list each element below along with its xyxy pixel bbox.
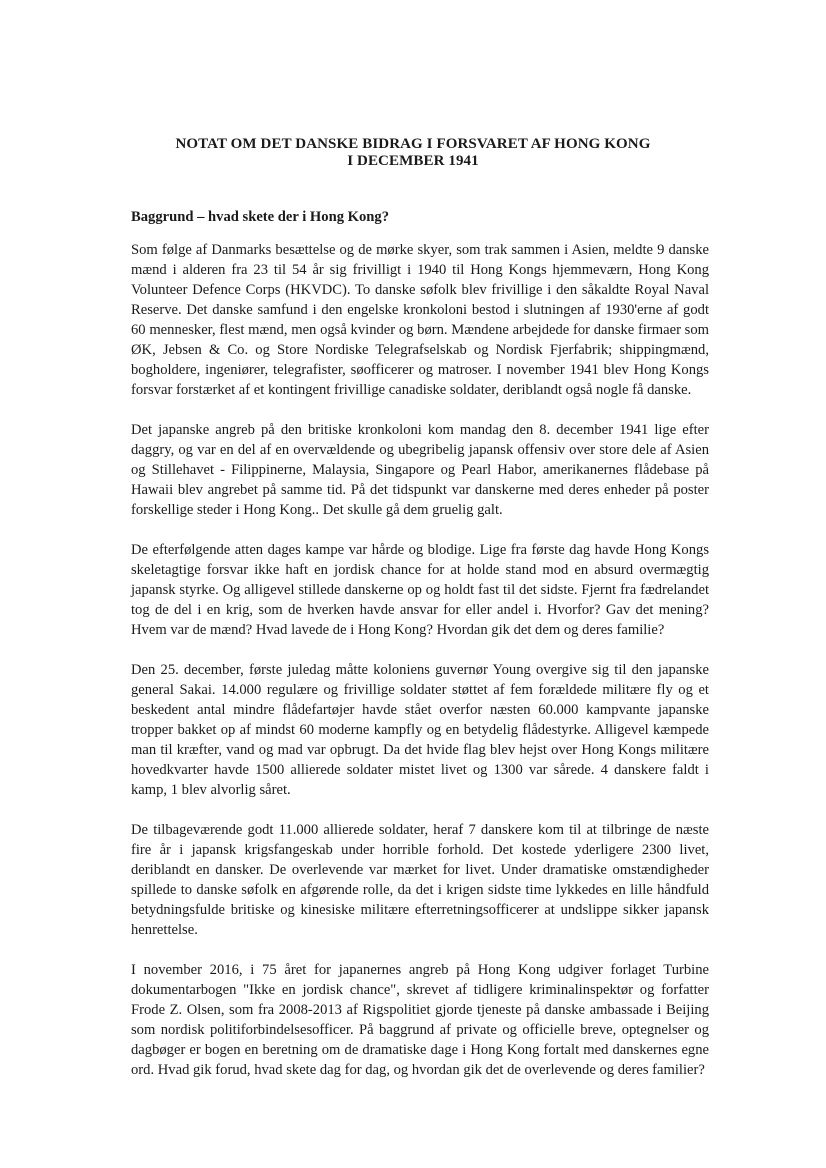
body-text — [131, 240, 709, 1100]
paragraph-6: I november 2016, i 75 året for japanernes angreb på Hong Kong udgiver forlaget Turbine dokumentarbogen "Ikke en jordisk chance", skrevet af tidligere kriminalinspektør og forfatter Frode Z. Olsen, som fra 2008-2013 af Rigspolitiet gjorde tjeneste på danske ambassade i Beijing som nordisk politiforbindelsesofficer. På baggrund af private og officielle breve, optegnelser og dagbøger er bogen en beretning om de dramatiske dage i Hong Kong fortalt med danskernes egne ord. Hvad gik forud, hvad skete dag for dag, og hvordan gik det de overlevende og deres familier? — [131, 962, 709, 1078]
paragraph-4: Den 25. december, første juledag måtte koloniens guvernør Young overgive sig til den japanske general Sakai. 14.000 regulære og frivillige soldater støttet af fem forældede militære fly og et beskedent antal mindre flådefartøjer havde stået overfor næsten 60.000 kampvante japanske tropper bakket op af mindst 60 moderne kampfly og en betydelig flådestyrke. Alligevel kæmpede man til kræfter, vand og mad var opbrugt. Da det hvide flag blev hejst over Hong Kongs militære hovedkvarter havde 1500 allierede soldater mistet livet og 1300 var sårede. 4 danskere faldt i kamp, 1 blev alvorlig såret. — [131, 662, 709, 798]
document-title — [110, 136, 716, 170]
section-heading: Baggrund – hvad skete der i Hong Kong? — [131, 209, 390, 225]
paragraph-2: Det japanske angreb på den britiske kronkoloni kom mandag den 8. december 1941 lige efter daggry, og var en del af en overvældende og ubegribelig japansk offensiv over store dele af Asien og Stillehavet - Filippinerne, Malaysia, Singapore og Pearl Habor, amerikanernes flådebase på Hawaii blev angrebet på samme tid. På det tidspunkt var danskerne med deres enheder på poster forskellige steder i Hong Kong.. Det skulle gå dem gruelig galt. — [131, 422, 709, 518]
title-line-2: I DECEMBER 1941 — [347, 153, 479, 169]
title-line-1: NOTAT OM DET DANSKE BIDRAG I FORSVARET AF HONG KONG — [175, 136, 651, 152]
paragraph-1: Som følge af Danmarks besættelse og de mørke skyer, som trak sammen i Asien, meldte 9 danske mænd i alderen fra 23 til 54 år sig frivilligt i 1940 til Hong Kongs hjemmeværn, Hong Kong Volunteer Defence Corps (HKVDC). To danske søfolk blev frivillige i den såkaldte Royal Naval Reserve. Det danske samfund i den engelske kronkoloni bestod i slutningen af 1930'erne af godt 60 mennesker, flest mænd, men også kvinder og børn. Mændene arbejdede for danske firmaer som ØK, Jebsen & Co. og Store Nordiske Telegrafselskab og Nordisk Fjerfabrik; shippingmænd, bogholdere, ingeniører, telegrafister, søofficerer og matroser. I november 1941 blev Hong Kongs forsvar forstærket af et kontingent frivillige canadiske soldater, deriblandt også nogle få danske. — [131, 242, 709, 398]
paragraph-5: De tilbageværende godt 11.000 allierede soldater, heraf 7 danskere kom til at tilbringe de næste fire år i japansk krigsfangeskab under horrible forhold. Det kostede yderligere 2300 livet, deriblandt en dansker. De overlevende var mærket for livet. Under dramatiske omstændigheder spillede to danske søfolk en afgørende rolle, da det i krigen sidste time lykkedes en lille håndfuld betydningsfulde britiske og kinesiske militære efterretningsofficerer at undslippe sikker japansk henrettelse. — [131, 822, 709, 938]
paragraph-3: De efterfølgende atten dages kampe var hårde og blodige. Lige fra første dag havde Hong Kongs skeletagtige forsvar ikke haft en jordisk chance for at holde stand mod en absurd overmægtig japansk styrke. Og alligevel stillede danskerne op og holdt fast til det sidste. Fjernt fra fædrelandet tog de del i en krig, som de hverken havde ansvar for eller andel i. Hvorfor? Gav det mening? Hvem var de mænd? Hvad lavede de i Hong Kong? Hvordan gik det dem og deres familie? — [131, 542, 709, 638]
